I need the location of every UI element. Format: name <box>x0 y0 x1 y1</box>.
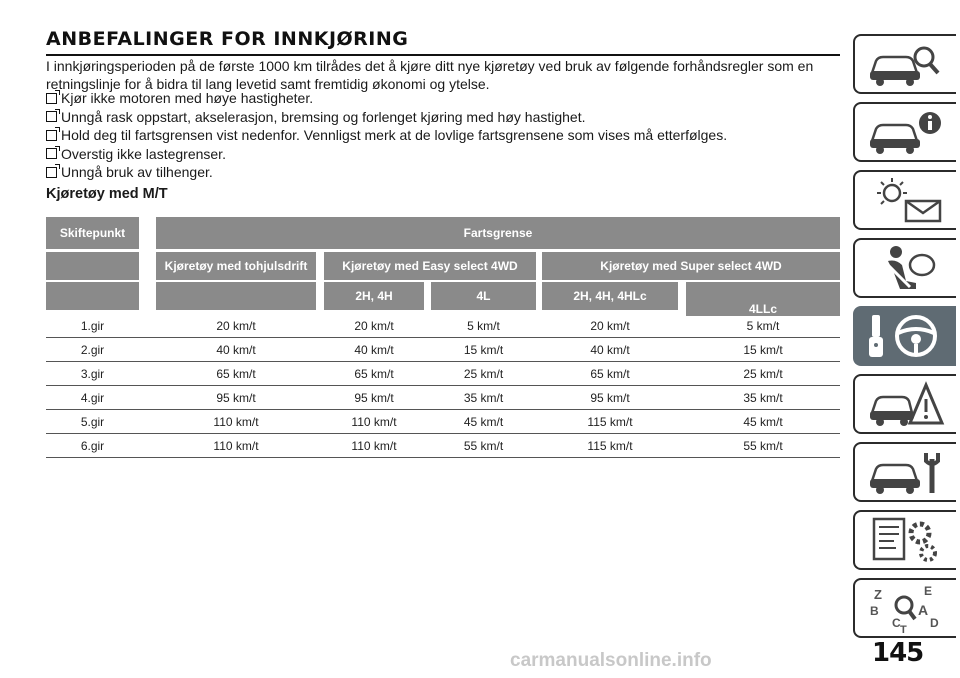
tab-maintenance[interactable] <box>853 442 956 502</box>
speed-cell: 95 km/t <box>216 391 256 405</box>
index-letter: E <box>923 584 932 598</box>
car-wrench-icon <box>866 447 946 497</box>
table-body <box>46 314 840 458</box>
header-easy-2h4h: 2H, 4H <box>324 282 424 310</box>
specs-gears-icon <box>866 515 946 565</box>
table-subgroup-row <box>46 282 840 316</box>
gear-cell: 1.gir <box>80 319 105 333</box>
gear-cell: 5.gir <box>80 415 105 429</box>
speed-cell: 65 km/t <box>354 367 394 381</box>
header-easy-4l: 4L <box>431 282 536 310</box>
index-letter: A <box>917 602 928 618</box>
warning-lights-icon <box>866 175 946 225</box>
table-row <box>46 410 840 434</box>
table-subheading: Kjøretøy med M/T <box>46 186 168 202</box>
speed-cell: 115 km/t <box>587 439 633 453</box>
speed-cell: 95 km/t <box>590 391 630 405</box>
header-super-select: Kjøretøy med Super select 4WD <box>542 252 840 280</box>
car-search-icon <box>866 39 946 89</box>
tab-car-info[interactable] <box>853 102 956 162</box>
gear-cell: 3.gir <box>80 367 105 381</box>
speed-cell: 55 km/t <box>463 439 504 453</box>
watermark: carmanualsonline.info <box>510 650 712 671</box>
speed-cell: 115 km/t <box>587 415 633 429</box>
table-row <box>46 434 840 458</box>
list-item: Hold deg til fartsgrensen vist nedenfor. Vennligst merk at de lovlige fartsgrensene som vises må etterfølges. <box>46 126 836 145</box>
speed-cell: 65 km/t <box>216 367 256 381</box>
speed-cell: 20 km/t <box>354 319 394 333</box>
tab-starting-driving[interactable] <box>853 306 956 366</box>
gear-cell: 4.gir <box>80 391 105 405</box>
speed-cell: 55 km/t <box>743 439 783 453</box>
intro-paragraph: I innkjøringsperioden på de første 1000 km tilrådes det å kjøre ditt nye kjøretøy ved bruk av følgende forhåndsregler som en retningslinje for å bidra til lang levetid samt fremtidig økonomi og ytelse. <box>46 58 814 92</box>
index-letter: B <box>869 604 879 618</box>
list-item: Unngå rask oppstart, akselerasjon, bremsing og forlenget kjøring med høy hastighet. <box>46 108 836 127</box>
checkbox-bullet-icon <box>46 130 57 141</box>
heading-rule <box>46 54 840 56</box>
speed-cell: 25 km/t <box>463 367 504 381</box>
alphabet-index-icon <box>866 583 946 633</box>
header-super-2h4h4hlc: 2H, 4H, 4HLc <box>542 282 678 310</box>
speed-cell: 95 km/t <box>354 391 394 405</box>
index-letter: C <box>891 616 901 630</box>
header-empty-cell <box>156 282 316 310</box>
header-easy-select: Kjøretøy med Easy select 4WD <box>324 252 536 280</box>
speed-cell: 5 km/t <box>467 319 500 333</box>
index-letter: T <box>899 624 907 633</box>
tab-warning-lights[interactable] <box>853 170 956 230</box>
gear-cell: 6.gir <box>80 439 105 453</box>
header-speed-limit: Fartsgrense <box>156 217 840 249</box>
checkbox-bullet-icon <box>46 93 57 104</box>
speed-cell: 110 km/t <box>213 439 259 453</box>
table-group-row <box>46 252 840 280</box>
table-row <box>46 386 840 410</box>
speed-cell: 15 km/t <box>743 343 783 357</box>
header-empty-cell <box>46 282 139 310</box>
list-item: Kjør ikke motoren med høye hastigheter. <box>46 89 836 108</box>
speed-cell: 25 km/t <box>743 367 783 381</box>
page-number: 145 <box>872 638 924 668</box>
index-letter: D <box>929 616 939 630</box>
index-letter: Z <box>873 587 882 602</box>
list-item: Overstig ikke lastegrenser. <box>46 145 836 164</box>
checkbox-bullet-icon <box>46 148 57 159</box>
header-shift-point: Skiftepunkt <box>46 217 139 249</box>
table-header-row <box>46 217 840 249</box>
list-item: Unngå bruk av tilhenger. <box>46 163 836 182</box>
speed-cell: 15 km/t <box>463 343 504 357</box>
speed-cell: 35 km/t <box>463 391 504 405</box>
tab-car-search[interactable] <box>853 34 956 94</box>
speed-cell: 110 km/t <box>351 439 397 453</box>
speed-cell: 20 km/t <box>216 319 256 333</box>
speed-cell: 110 km/t <box>213 415 259 429</box>
key-steering-wheel-icon <box>866 311 946 361</box>
speed-limit-table <box>46 217 840 458</box>
tab-technical-specs[interactable] <box>853 510 956 570</box>
speed-cell: 35 km/t <box>743 391 783 405</box>
header-super-4llc: 4LLc <box>686 282 840 316</box>
tab-emergency[interactable] <box>853 374 956 434</box>
speed-cell: 45 km/t <box>463 415 504 429</box>
speed-cell: 40 km/t <box>354 343 394 357</box>
speed-cell: 110 km/t <box>351 415 397 429</box>
recommendation-list <box>46 89 836 182</box>
table-row <box>46 338 840 362</box>
speed-cell: 45 km/t <box>743 415 783 429</box>
section-heading <box>46 28 840 56</box>
airbag-person-icon <box>866 243 946 293</box>
tab-airbag-safety[interactable] <box>853 238 956 298</box>
header-empty-cell <box>46 252 139 280</box>
table-row <box>46 314 840 338</box>
gear-cell: 2.gir <box>80 343 105 357</box>
speed-cell: 20 km/t <box>590 319 630 333</box>
speed-cell: 5 km/t <box>746 319 780 333</box>
speed-cell: 40 km/t <box>216 343 256 357</box>
page-title: ANBEFALINGER FOR INNKJØRING <box>46 28 409 50</box>
tab-index[interactable] <box>853 578 956 638</box>
header-2wd: Kjøretøy med tohjulsdrift <box>156 252 316 280</box>
checkbox-bullet-icon <box>46 167 57 178</box>
car-warning-triangle-icon <box>866 379 946 429</box>
speed-cell: 40 km/t <box>590 343 630 357</box>
car-info-icon <box>866 107 946 157</box>
table-row <box>46 362 840 386</box>
checkbox-bullet-icon <box>46 111 57 122</box>
speed-cell: 65 km/t <box>590 367 630 381</box>
